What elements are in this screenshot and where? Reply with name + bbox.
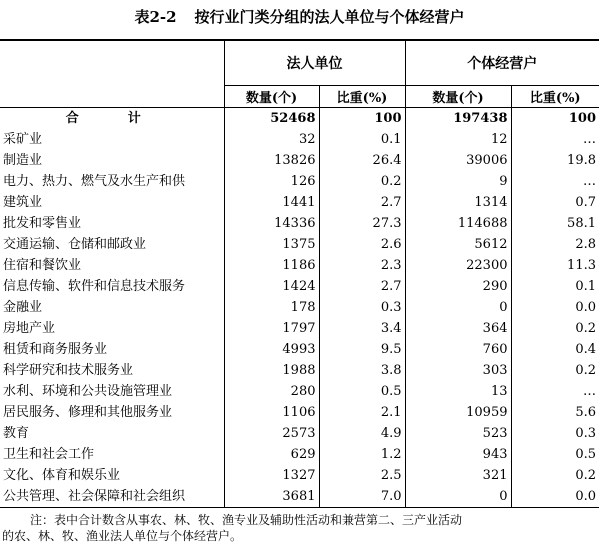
- total-share-individual: 100: [511, 108, 599, 130]
- table-row: [0, 486, 599, 508]
- share-individual: 58.1: [511, 213, 599, 234]
- total-count-individual: 197438: [405, 108, 511, 130]
- count-legal: 1106: [224, 402, 319, 423]
- count-individual: 523: [405, 423, 511, 444]
- count-individual: 39006: [405, 150, 511, 171]
- share-individual: 5.6: [511, 402, 599, 423]
- total-label: 合 计: [0, 108, 224, 130]
- count-legal: 1424: [224, 276, 319, 297]
- industry-name: 建筑业: [3, 195, 43, 210]
- count-individual: 12: [405, 129, 511, 150]
- count-individual: 1314: [405, 192, 511, 213]
- table-row: [0, 381, 599, 402]
- table-row: [0, 171, 599, 192]
- industry-name: 科学研究和技术服务业: [3, 363, 134, 378]
- share-legal: 2.7: [319, 276, 405, 297]
- share-legal: 2.5: [319, 465, 405, 486]
- share-individual: 0.2: [511, 318, 599, 339]
- industry-name: 交通运输、仓储和邮政业: [3, 237, 147, 252]
- table-row: [0, 318, 599, 339]
- table-row: [0, 192, 599, 213]
- share-individual: 0.2: [511, 360, 599, 381]
- count-individual: 10959: [405, 402, 511, 423]
- table-row: [0, 444, 599, 465]
- data-table: [0, 39, 599, 508]
- count-individual: 13: [405, 381, 511, 402]
- share-legal: 7.0: [319, 486, 405, 508]
- share-individual: 0.1: [511, 276, 599, 297]
- count-legal: 3681: [224, 486, 319, 508]
- count-legal: 1186: [224, 255, 319, 276]
- count-individual: 760: [405, 339, 511, 360]
- industry-name: 制造业: [3, 153, 43, 168]
- share-individual: 0.0: [511, 297, 599, 318]
- share-individual: 11.3: [511, 255, 599, 276]
- share-individual: 0.3: [511, 423, 599, 444]
- table-row: [0, 465, 599, 486]
- count-legal: 1988: [224, 360, 319, 381]
- count-individual: 114688: [405, 213, 511, 234]
- industry-name: 租赁和商务服务业: [3, 342, 108, 357]
- count-individual: 303: [405, 360, 511, 381]
- industry-name: 批发和零售业: [3, 216, 82, 231]
- table-row: [0, 276, 599, 297]
- table-row: [0, 129, 599, 150]
- industry-name: 文化、体育和娱乐业: [3, 468, 121, 483]
- count-legal: 629: [224, 444, 319, 465]
- header-legal-entities: 法人单位: [224, 40, 405, 86]
- share-individual: 2.8: [511, 234, 599, 255]
- share-individual: 0.4: [511, 339, 599, 360]
- table-note: [0, 512, 597, 544]
- share-legal: 2.1: [319, 402, 405, 423]
- industry-name: 房地产业: [3, 321, 56, 336]
- share-legal: 27.3: [319, 213, 405, 234]
- note-line-1: 注：表中合计数含从事农、林、牧、渔专业及辅助性活动和兼营第二、三产业活动: [30, 513, 463, 527]
- count-legal: 178: [224, 297, 319, 318]
- header-count-individual: 数量(个): [405, 86, 511, 108]
- count-individual: 364: [405, 318, 511, 339]
- table-title-text: 按行业门类分组的法人单位与个体经营户: [194, 8, 465, 26]
- count-legal: 1797: [224, 318, 319, 339]
- industry-name: 住宿和餐饮业: [3, 258, 82, 273]
- count-individual: 5612: [405, 234, 511, 255]
- count-legal: 280: [224, 381, 319, 402]
- table-row: [0, 423, 599, 444]
- industry-name: 居民服务、修理和其他服务业: [3, 405, 173, 420]
- count-legal: 13826: [224, 150, 319, 171]
- share-legal: 2.3: [319, 255, 405, 276]
- header-individual-households: 个体经营户: [405, 40, 599, 86]
- header-share-legal: 比重(%): [319, 86, 405, 108]
- industry-name: 采矿业: [3, 132, 43, 147]
- share-legal: 0.1: [319, 129, 405, 150]
- industry-name: 水利、环境和公共设施管理业: [3, 384, 173, 399]
- count-legal: 32: [224, 129, 319, 150]
- count-legal: 1441: [224, 192, 319, 213]
- table-row: [0, 339, 599, 360]
- note-line-2: 的农、林、牧、渔业法人单位与个体经营户。: [2, 529, 243, 543]
- count-legal: 1327: [224, 465, 319, 486]
- industry-name: 卫生和社会工作: [3, 447, 95, 462]
- share-individual: 0.7: [511, 192, 599, 213]
- total-row: [0, 108, 599, 130]
- table-row: [0, 255, 599, 276]
- header-share-individual: 比重(%): [511, 86, 599, 108]
- count-individual: 321: [405, 465, 511, 486]
- share-individual: …: [511, 381, 599, 402]
- share-individual: 0.0: [511, 486, 599, 508]
- table-title: [0, 6, 599, 27]
- count-individual: 290: [405, 276, 511, 297]
- table-row: [0, 234, 599, 255]
- table-row: [0, 150, 599, 171]
- share-legal: 9.5: [319, 339, 405, 360]
- share-individual: 19.8: [511, 150, 599, 171]
- share-legal: 2.6: [319, 234, 405, 255]
- table-row: [0, 360, 599, 381]
- total-share-legal: 100: [319, 108, 405, 130]
- share-legal: 4.9: [319, 423, 405, 444]
- count-legal: 1375: [224, 234, 319, 255]
- share-individual: 0.5: [511, 444, 599, 465]
- share-legal: 1.2: [319, 444, 405, 465]
- share-legal: 3.4: [319, 318, 405, 339]
- total-count-legal: 52468: [224, 108, 319, 130]
- table-row: [0, 297, 599, 318]
- count-individual: 9: [405, 171, 511, 192]
- share-legal: 0.2: [319, 171, 405, 192]
- count-individual: 0: [405, 297, 511, 318]
- header-row-groups: [0, 40, 599, 86]
- industry-name: 金融业: [3, 300, 43, 315]
- table-row: [0, 402, 599, 423]
- count-individual: 943: [405, 444, 511, 465]
- share-legal: 0.3: [319, 297, 405, 318]
- count-legal: 126: [224, 171, 319, 192]
- table-number: 表2-2: [134, 8, 177, 26]
- industry-name: 电力、热力、燃气及水生产和供: [3, 174, 186, 189]
- header-count-legal: 数量(个): [224, 86, 319, 108]
- count-legal: 14336: [224, 213, 319, 234]
- industry-name: 教育: [3, 426, 30, 441]
- share-legal: 0.5: [319, 381, 405, 402]
- count-legal: 4993: [224, 339, 319, 360]
- count-individual: 22300: [405, 255, 511, 276]
- share-legal: 3.8: [319, 360, 405, 381]
- industry-name: 公共管理、社会保障和社会组织: [0, 486, 224, 508]
- share-legal: 2.7: [319, 192, 405, 213]
- header-industry-blank: [0, 40, 224, 108]
- table-row: [0, 213, 599, 234]
- share-individual: …: [511, 171, 599, 192]
- industry-name: 信息传输、软件和信息技术服务: [3, 279, 186, 294]
- share-individual: …: [511, 129, 599, 150]
- count-legal: 2573: [224, 423, 319, 444]
- share-individual: 0.2: [511, 465, 599, 486]
- share-legal: 26.4: [319, 150, 405, 171]
- count-individual: 0: [405, 486, 511, 508]
